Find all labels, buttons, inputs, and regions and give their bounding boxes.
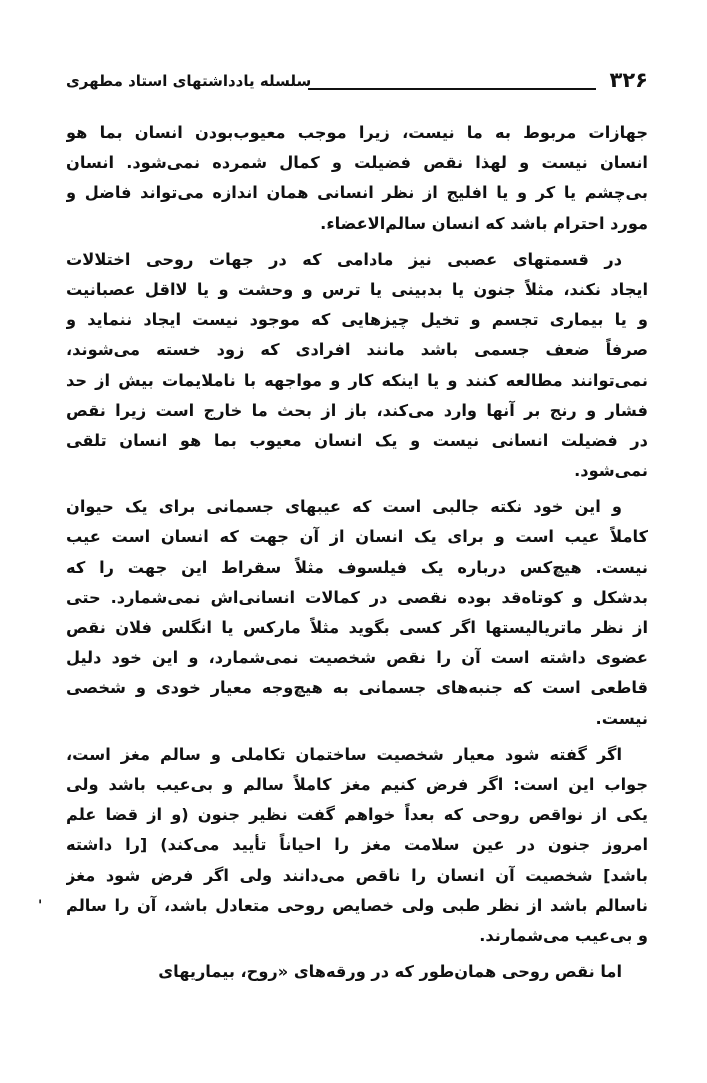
text-line: یکی از نواقص روحی که بعداً خواهم گفت نظیر جنون (و از قضا علم <box>66 805 648 825</box>
text-line: کاملاً عیب است و برای یک انسان از آن جهت که انسان است عیب <box>66 527 648 547</box>
margin-mark: ' <box>38 898 43 914</box>
text-line: و این خود نکته جالبی است که عیبهای جسمانی برای یک حیوان <box>66 497 622 517</box>
text-line: اگر گفته شود معیار شخصیت ساختمان تکاملی و سالم مغز است، <box>66 744 622 764</box>
text-line: صرفاً ضعف جسمی باشد مانند افرادی که زود خسته می‌شوند، <box>66 340 648 360</box>
text-line: قاطعی است که جنبه‌های جسمانی به هیچ‌وجه معیار خودی و شخصی <box>66 678 648 698</box>
text-line: امروز جنون در عین سلامت مغز را احیاناً تأیید می‌کند) [را داشته <box>66 835 648 855</box>
text-line: مورد احترام باشد که انسان سالم‌الاعضاء. <box>320 213 648 233</box>
text-line: بدشکل و کوتاه‌قد بوده نقصی در کمالات انسانی‌اش نمی‌شمارد. حتی <box>66 587 648 607</box>
text-line: عضوی داشته است آن را نقص شخصیت نمی‌شمارد، و این خود دلیل <box>66 648 648 668</box>
paragraph <box>66 957 648 987</box>
text-line: نیست. هیچ‌کس درباره یک فیلسوف مثلاً سقراط این جهت را که <box>66 557 648 577</box>
text-line: در قسمتهای عصبی نیز مادامی که در جهات روحی اختلالات <box>66 249 622 269</box>
text-line: در فضیلت انسانی نیست و یک انسان معیوب بما هو انسان تلقی <box>66 430 648 450</box>
header-rule <box>308 88 596 90</box>
text-line: نیست. <box>595 708 648 728</box>
series-title: سلسله یادداشتهای استاد مطهری <box>66 72 312 90</box>
text-line: و یا بیماری تجسم و تخیل چیزهایی که موجود نیست ایجاد ننماید و <box>66 310 648 330</box>
text-line: جهازات مربوط به ما نیست، زیرا موجب معیوب‌بودن انسان بما هو <box>66 123 648 142</box>
text-line: نمی‌شود. <box>574 461 648 481</box>
page-number: ۳۲۶ <box>609 68 648 92</box>
paragraph <box>66 118 648 239</box>
text-line: باشد] شخصیت آن انسان را ناقص می‌دانند ولی اگر فرض شود مغز <box>66 865 648 885</box>
text-line: اما نقص روحی همان‌طور که در ورقه‌های «روح، بیماریهای <box>158 962 622 982</box>
text-line: و بی‌عیب می‌شمارند. <box>479 925 648 945</box>
text-line: ایجاد نکند، مثلاً جنون یا بدبینی یا ترس و وحشت و یا لااقل عصبانیت <box>66 279 648 299</box>
text-line: فشار و رنج بر آنها وارد می‌کند، باز از بحث ما خارج است زیرا نقص <box>66 400 648 420</box>
text-line: نمی‌توانند مطالعه کنند و یا اینکه کار و مواجهه با ناملایمات بیش از حد <box>66 370 648 390</box>
paragraph <box>66 492 648 734</box>
text-line: بی‌چشم یا کر و یا افلیج از نظر انسانی همان اندازه می‌تواند فاضل و <box>66 183 648 203</box>
page-header <box>66 64 648 104</box>
paragraph <box>66 740 648 951</box>
body-text <box>66 118 648 993</box>
text-line: جواب این است: اگر فرض کنیم مغز کاملاً سالم و بی‌عیب باشد ولی <box>66 774 648 794</box>
text-line: از نظر ماتریالیستها اگر کسی بگوید مثلاً مارکس یا انگلس فلان نقص <box>66 618 648 637</box>
text-line: انسان نیست و لهذا نقص فضیلت و کمال شمرده نمی‌شود. انسان <box>66 153 648 173</box>
paragraph <box>66 245 648 487</box>
text-line: ناسالم باشد از نظر طبی ولی خصایص روحی متعادل باشد، آن را سالم <box>66 895 648 915</box>
